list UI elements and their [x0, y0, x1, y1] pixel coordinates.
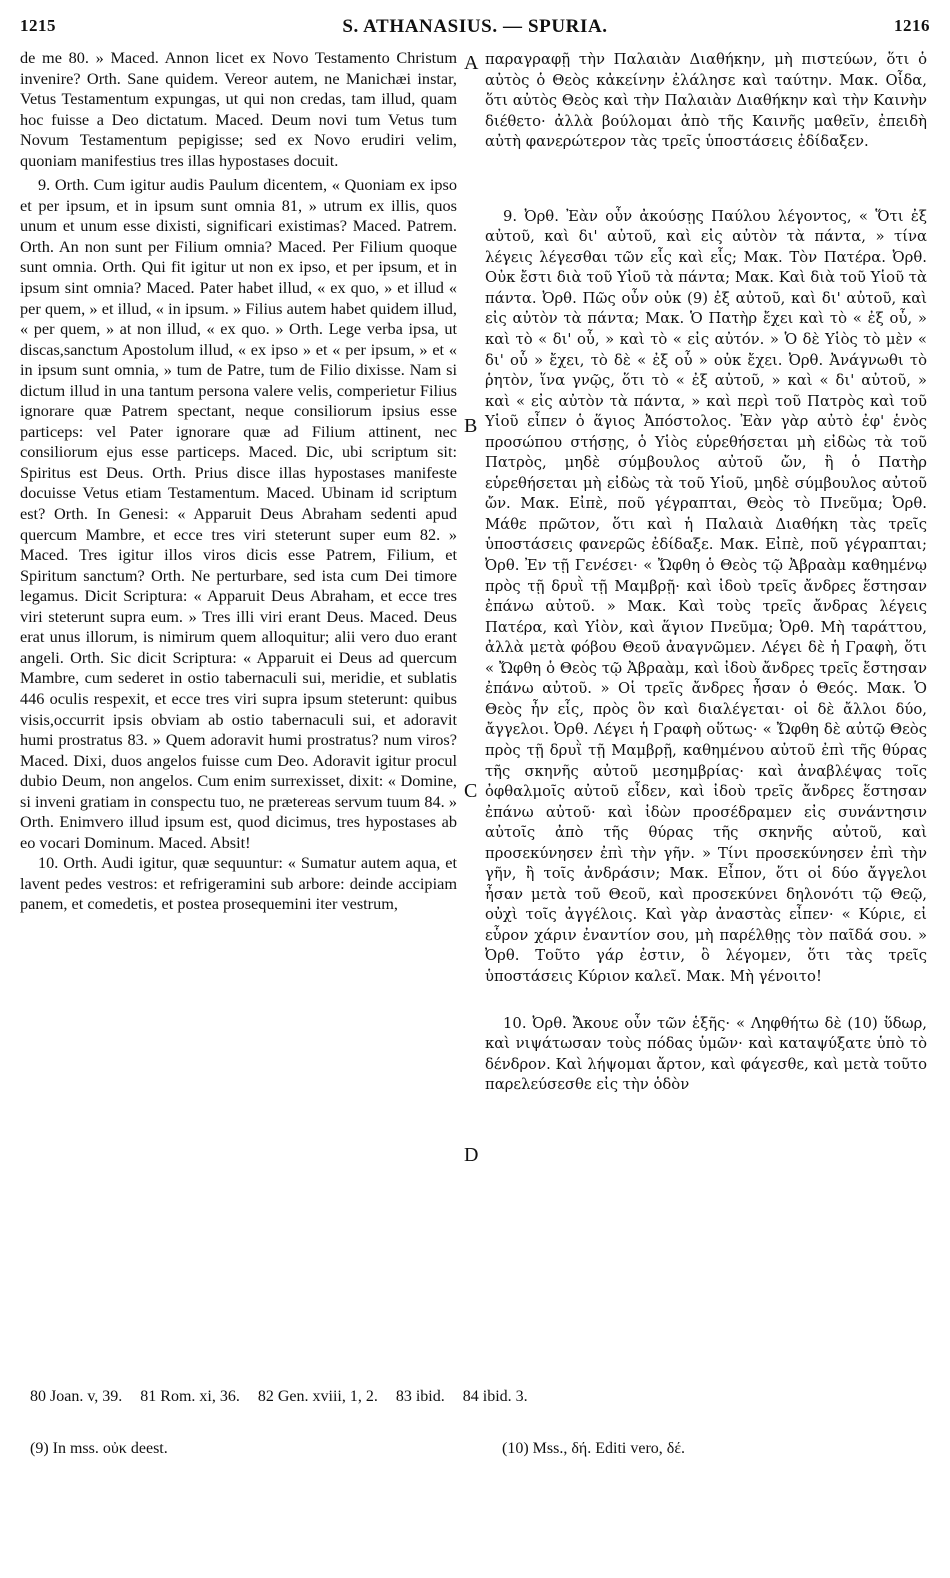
footnote: 81 Rom. xi, 36. — [140, 1388, 240, 1405]
margin-marker-c: C — [464, 780, 478, 802]
footnote: 82 Gen. xviii, 1, 2. — [257, 1388, 378, 1405]
latin-paragraph: de me 80. » Maced. Annon licet ex Novo Testamento Christum invenire? Orth. Sane quidem. Vereor autem, ne Manichæi instar, Vetus Testamentum expungas, ut qui non credas, tam illud, quam hoc fuisse a Deo dictatum. Maced. Deum novi tum Vetus tum Novum Testamentum pepigisse; sed ex Novo erudiri velim, quoniam manifestius tres illas hypostases docuit. — [20, 48, 457, 170]
margin-marker-d: D — [464, 1144, 479, 1166]
latin-paragraph: 10. Orth. Audi igitur, quæ sequuntur: « Sumatur autem aqua, et lavent pedes vestros: et refrigeramini sub arbore: deinde accipiam panem, et comedetis, et postea prosequemini iter vestrum, — [20, 853, 457, 914]
running-title: S. ATHANASIUS. — SPURIA. — [342, 16, 608, 37]
footnote: 80 Joan. v, 39. — [30, 1388, 123, 1405]
latin-paragraph: 9. Orth. Cum igitur audis Paulum dicentem, « Quoniam ex ipso et per ipsum, et in ipsum sunt omnia 81, » utrum ex illis, quos unum et unum esse dixisti, significari existimas? Maced. Patrem. Orth. An non sunt per Filium omnia? Maced. Per Filium quoque sunt omnia. Orth. Qui fit igitur ut non ex ipso, et per ipsum, et in ipsum sint omnia? Maced. Pater habet illud, « ex quo, » et illud « per quem, » et illud, « in ipsum. » Filius autem habet quidem illud, « per quem, » at non illud, « ex quo. » Orth. Lege verba ipsa, ut discas,sanctum Apostolum illud, « ex ipso » et « per ipsum, » et « in ipsum sunt omnia, » tum de Patre, tum de Filio dixisse. Nam si dictum illud in una tantum persona valere velis, comperietur Filius ignorare quæ Patrem spectant, neque consiliorum ipsius esse particeps: vel Pater ignorare quæ ad Filium attinent, nec consiliorum ejus esse particeps. Maced. Dic, ubi scriptum sit: Spiritus est Deus. Orth. Prius disce illas hypostases manifeste docuisse Vetus etiam Testamentum. Maced. Ubinam id scriptum est? Orth. In Genesi: « Apparuit Deus Abraham sedenti apud quercum Mambre, et ecce tres viri steterunt super eum 82. » Maced. Tres igitur illos viros dicis esse Patrem, Filium, et Spiritum sanctum? Orth. Ne perturbare, sed ista cum Dei timore legamus. Dicit Scriptura: « Apparuit Deus Abraham, et ecce tres viri steterunt supra eum. » Tres illi viri erant Deus. Maced. Deus erat unus illorum, is nimirum quem alloquitur; alii vero duo erant angeli. Orth. Sic dicit Scriptura: « Apparuit ei Deus ad quercum Mambre, cum sederet in ostio tabernaculi sui, meridie, et sublatis 446 oculis respexit, et ecce tres viri supra ipsum steterunt: quibus visis,occurrit ipsis obviam ab ostio tabernaculi sui, et adoravit humi prostratus 83. » Quem adoravit humi prostratus? num viros? Maced. Dixi, duos angelos fuisse cum Deo. Adoravit igitur procul dubio Deum, non angelos. Cum enim surrexisset, dixit: « Domine, si inveni gratiam in conspectu tuo, ne prætereas servum tuum 84. » Orth. Enimvero illud ipsum est, quod dicimus, tres hypostases ab eo vocari Dominum. Maced. Absit! — [20, 175, 457, 852]
footnote: 83 ibid. — [395, 1388, 445, 1405]
margin-marker-a: A — [464, 52, 479, 74]
greek-paragraph: παραγραφῇ τὴν Παλαιὰν Διαθήκην, μὴ πιστεύων, ὅτι ὁ αὐτὸς ὁ Θεὸς κἀκείνην ἐλάλησε καὶ ταύτην. Μακ. Οἶδα, ὅτι αὐτὸς Θεὸς καὶ τὴν Παλαιὰν Διαθήκην καὶ τὴν Καινὴν διέθετο· ἀλλὰ βούλομαι ἀπὸ τῆς Καινῆς μαθεῖν, ἐπειδὴ αὐτὴ φανερώτερον τὰς τρεῖς ὑποστάσεις ἐδίδαξεν. — [485, 51, 927, 151]
right-page-number: 1216 — [894, 16, 930, 35]
variant-note-left: (9) In mss. οὐκ deest. — [30, 1440, 168, 1457]
greek-paragraph: 9. Ὀρθ. Ἐὰν οὖν ἀκούσῃς Παύλου λέγοντος, « Ὅτι ἐξ αὐτοῦ, καὶ δι' αὐτοῦ, καὶ εἰς αὐτὸν τὰ πάντα, » τίνα λέγεις λέγεσθαι τῶν εἷς καὶ εἷς; Μακ. Τὸν Πατέρα. Ὀρθ. Οὐκ ἔστι διὰ τοῦ Υἱοῦ τὰ πάντα; Μακ. Καὶ διὰ τοῦ Υἱοῦ τὰ πάντα. Ὀρθ. Πῶς οὖν οὐκ (9) ἐξ αὐτοῦ, καὶ δι' αὐτοῦ, καὶ εἰς αὐτὸν τὰ πάντα; Μακ. Ὁ Πατὴρ ἔχει καὶ τὸ « ἐξ οὗ, » καὶ τὸ « δι' οὗ, » καὶ τὸ « εἰς αὐτόν. » Ὁ δὲ Υἱὸς τὸ μὲν « δι' οὗ » ἔχει, τὸ δὲ « ἐξ οὗ » οὐκ ἔχει. Ὀρθ. Ἀνάγνωθι τὸ ῥητὸν, ἵνα γνῷς, ὅτι τὸ « ἐξ αὐτοῦ, » καὶ « δι' αὐτοῦ, » καὶ « εἰς αὐτὸν τὰ πάντα, » καὶ περὶ τοῦ Πατρὸς καὶ τοῦ Υἱοῦ εἶπεν ὁ ἅγιος Ἀπόστολος. Ἐὰν γὰρ αὐτὸ ἐφ' ἑνὸς προσώπου στήσῃς, ὁ Υἱὸς εὑρεθήσεται μὴ εἰδὼς τὰ τοῦ Πατρὸς, μηδὲ σύμβουλος αὐτοῦ ὤν, ἢ ὁ Πατὴρ εὑρεθήσεται μὴ εἰδὼς τὰ τοῦ Υἱοῦ, μηδὲ σύμβουλος αὐτοῦ ὤν. Μακ. Εἰπὲ, ποῦ γέγραπται, Θεὸς τὸ Πνεῦμα; Ὀρθ. Μάθε πρῶτον, ὅτι καὶ ἡ Παλαιὰ Διαθήκη τὰς τρεῖς ὑποστάσεις φανερῶς ἐδίδαξε. Μακ. Εἰπὲ, ποῦ γέγραπται; Ὀρθ. Ἐν τῇ Γενέσει· « Ὤφθη ὁ Θεὸς τῷ Ἀβραὰμ καθημένῳ πρὸς τῇ δρυῒ τῇ Μαμβρῇ· καὶ ἰδοὺ τρεῖς ἄνδρες ἕστησαν ἐπάνω αὐτοῦ. » Μακ. Καὶ τοὺς τρεῖς ἄνδρας λέγεις Πατέρα, καὶ Υἱὸν, καὶ ἅγιον Πνεῦμα; Ὀρθ. Μὴ ταράττου, ἀλλὰ μετὰ φόβου Θεοῦ ἀναγνῶμεν. Λέγει δὲ ἡ Γραφὴ, ὅτι « Ὤφθη ὁ Θεὸς τῷ Ἀβραὰμ, καὶ ἰδοὺ ἄνδρες τρεῖς ἔστησαν ἐπάνω αὐτοῦ. » Οἱ τρεῖς ἄνδρες ἦσαν ὁ Θεός. Μακ. Ὁ Θεὸς ἦν εἷς, πρὸς ὃν καὶ διαλέγεται· οἱ δὲ ἄλλοι δύο, ἄγγελοι. Ὀρθ. Λέγει ἡ Γραφὴ οὕτως· « Ὤφθη δὲ αὐτῷ Θεὸς πρὸς τῇ δρυῒ τῇ Μαμβρῇ, καθημένου αὐτοῦ ἐπὶ τῆς θύρας τῆς σκηνῆς αὐτοῦ μεσημβρίας· καὶ ἀναβλέψας τοῖς ὀφθαλμοῖς αὐτοῦ εἶδεν, καὶ ἰδοὺ τρεῖς ἄνδρες ἕστησαν ἐπάνω αὐτοῦ· καὶ ἰδὼν προσέδραμεν εἰς συνάντησιν αὐτοῖς ἀπὸ τῆς θύρας τῆς σκηνῆς αὐτοῦ, καὶ προσεκύνησεν ἐπὶ τὴν γῆν. » Τίνι προσεκύνησεν ἐπὶ τὴν γῆν, ἢ τοῖς ἀνδράσιν; Μακ. Εἶπον, ὅτι οἱ δύο ἄγγελοι ἦσαν μετὰ τοῦ Θεοῦ, καὶ προσεκύνει δηλονότι τῷ Θεῷ, οὐχὶ τοῖς ἀγγέλοις. Καὶ γὰρ ἀναστὰς εἶπεν· « Κύριε, εἰ εὗρον χάριν ἐναντίον σου, μὴ παρέλθῃς τὸν παῖδά σου. » Ὀρθ. Τοῦτο γάρ ἐστιν, ὃ λέγομεν, ὅτι τὰς τρεῖς ὑποστάσεις Κύριον καλεῖ. Μακ. Μὴ γένοιτο! — [485, 207, 927, 985]
page-header — [20, 16, 930, 44]
greek-paragraph: 10. Ὀρθ. Ἄκουε οὖν τῶν ἑξῆς· « Ληφθήτω δὲ (10) ὕδωρ, καὶ νιψάτωσαν τοὺς πόδας ὑμῶν· καὶ καταψύξατε ὑπὸ τὸ δένδρον. Καὶ λήψομαι ἄρτον, καὶ φάγεσθε, καὶ μετὰ τοῦτο παρελεύσεσθε εἰς τὴν ὁδὸν — [485, 1014, 927, 1094]
margin-marker-b: B — [464, 415, 478, 437]
latin-column — [20, 48, 457, 915]
left-page-number: 1215 — [20, 16, 56, 35]
greek-column — [485, 50, 927, 1096]
footnotes — [30, 1388, 930, 1406]
footnote: 84 ibid. 3. — [462, 1388, 528, 1405]
variant-note-right: (10) Mss., δή. Editi vero, δέ. — [502, 1440, 686, 1457]
